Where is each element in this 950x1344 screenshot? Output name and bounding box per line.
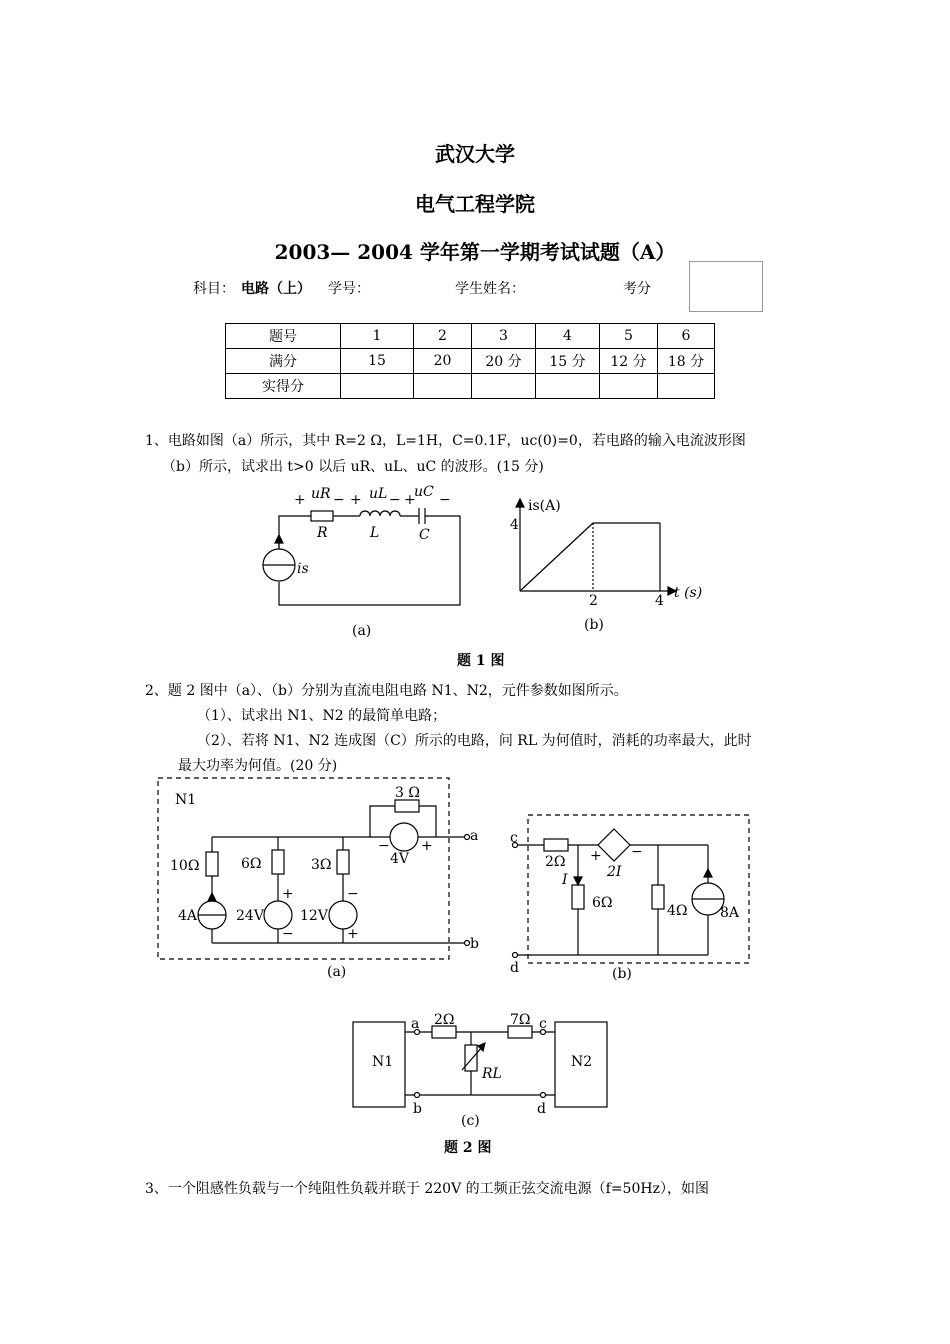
fig2b-dep-label: 2I [607,864,622,880]
fig2-caption: 题 2 图 [444,1140,492,1156]
qnum-4: 4 [536,324,600,349]
fig1a-minus3: − [439,492,451,508]
subject-label: 科目： [193,281,235,297]
fig2a-12v-minus: − [347,886,359,902]
full-1: 15 [341,349,414,374]
qnum-1: 1 [341,324,414,349]
fig2a-src12v: 12V [300,908,328,924]
student-id-label: 学号： [328,281,370,297]
fig2b-caption: (b) [612,966,632,982]
fig1b-xtick-4: 4 [655,593,664,609]
subject-value: 电路（上） [241,281,311,297]
fig1a-label-r: R [317,525,328,541]
fig1a-caption: (a) [352,623,372,639]
fig1a-plus1: + [294,492,306,508]
fig2c-n2: N2 [571,1054,593,1070]
fig2a-src24v: 24V [236,908,264,924]
fig2c-rl: RL [482,1066,502,1082]
fig1a-label-is: is [297,561,309,577]
row-label-full: 满分 [226,349,341,374]
fig2b-r2: 2Ω [545,854,566,870]
score-label: 考分 [623,281,651,297]
fig1a-label-l: L [370,525,380,541]
fig1a-uL: uL [369,486,388,502]
exam-title: 2003— 2004 学年第一学期考试试题（A） [274,240,676,264]
q1-line2: （b）所示，试求出 t>0 以后 uR、uL、uC 的波形。(15 分) [162,459,544,475]
university-title: 武汉大学 [435,142,515,166]
fig2c-d: d [537,1101,546,1117]
fig2b-r4: 4Ω [667,903,688,919]
fig1b-xtick-2: 2 [589,593,598,609]
fig2a-term-a: a [470,828,479,844]
fig1a-minus1: − [333,492,345,508]
fig2a-4v-minus: − [378,838,390,854]
fig2a-network-label: N1 [175,792,197,808]
q2-line4: 最大功率为何值。(20 分) [178,758,338,774]
fig2a-24v-minus: − [282,926,294,942]
q2-line3: （2）、若将 N1、N2 连成图（C）所示的电路，问 RL 为何值时，消耗的功率最大，此时 [197,733,752,749]
fig2c-r2: 2Ω [434,1012,455,1028]
fig1a-minus2: − [389,492,401,508]
fig2b-current-i: I [562,872,568,888]
fig1a-label-c: C [419,527,430,543]
fig2a-24v-plus: + [282,886,294,902]
qnum-5: 5 [600,324,658,349]
fig1a-uC: uC [414,484,434,500]
fig2b-dep-minus: − [631,844,643,860]
fig1b-ramp [520,523,593,591]
fig2c-r7: 7Ω [510,1012,531,1028]
fig2a-12v-plus: + [347,926,359,942]
fig2b-src8a: 8A [720,905,740,921]
fig2a-r3a: 3Ω [311,857,332,873]
fig2a-src4v: 4V [390,851,410,867]
fig2c-b: b [413,1101,422,1117]
fig2a-r6: 6Ω [241,856,262,872]
qnum-3: 3 [472,324,536,349]
full-4: 15 分 [536,349,600,374]
fig1a-inductor-l [360,511,400,516]
fig2c-n1: N1 [372,1054,394,1070]
q3-line1: 3、一个阻感性负载与一个纯阻性负载并联于 220V 的工频正弦交流电源（f=50Hz），如图 [145,1181,709,1197]
q1-line1: 1、电路如图（a）所示，其中 R=2 Ω，L=1H，C=0.1F，uc(0)=0，若电路的输入电流波形图 [145,433,746,449]
full-3: 20 分 [472,349,536,374]
fig1a-resistor-r [311,511,333,521]
fig2a-term-b: b [470,936,479,952]
fig2a-src4a: 4A [178,908,198,924]
fig1a-plus3: + [404,492,416,508]
row-label-earned: 实得分 [226,374,341,399]
fig2a-r3b: 3 Ω [395,785,420,801]
q2-line2: （1）、试求出 N1、N2 的最简单电路； [197,708,447,724]
fig1b-caption: (b) [584,617,604,633]
fig2b-term-c: c [510,830,518,846]
student-name-label: 学生姓名： [455,281,525,297]
fig2c-c: c [539,1016,547,1032]
fig1a-circuit [263,508,460,605]
fig2a-4v-plus: + [421,838,433,854]
fig2b-dependent-source [598,829,630,861]
fig2c-caption: (c) [461,1113,480,1129]
full-6: 18 分 [658,349,715,374]
full-2: 20 [414,349,472,374]
qnum-2: 2 [414,324,472,349]
full-5: 12 分 [600,349,658,374]
fig1b-ytick-4: 4 [510,517,519,533]
fig2c-a: a [411,1016,420,1032]
fig1a-plus2: + [350,492,362,508]
fig2a-r10: 10Ω [170,858,200,874]
fig2b-term-d: d [510,960,519,976]
q2-line1: 2、题 2 图中（a）、（b）分别为直流电阻电路 N1、N2，元件参数如图所示。 [145,683,628,699]
fig2a-caption: (a) [327,964,347,980]
fig2b-circuit [513,815,750,963]
fig1b-ylabel: is(A) [528,498,561,514]
fig1a-uR: uR [311,486,331,502]
row-label-number: 题号 [226,324,341,349]
fig2b-r6: 6Ω [592,895,613,911]
school-title: 电气工程学院 [415,192,535,216]
fig1b-xlabel: t (s) [674,585,703,601]
fig2b-dep-plus: + [590,848,602,864]
fig1-caption: 题 1 图 [457,653,505,669]
qnum-6: 6 [658,324,715,349]
